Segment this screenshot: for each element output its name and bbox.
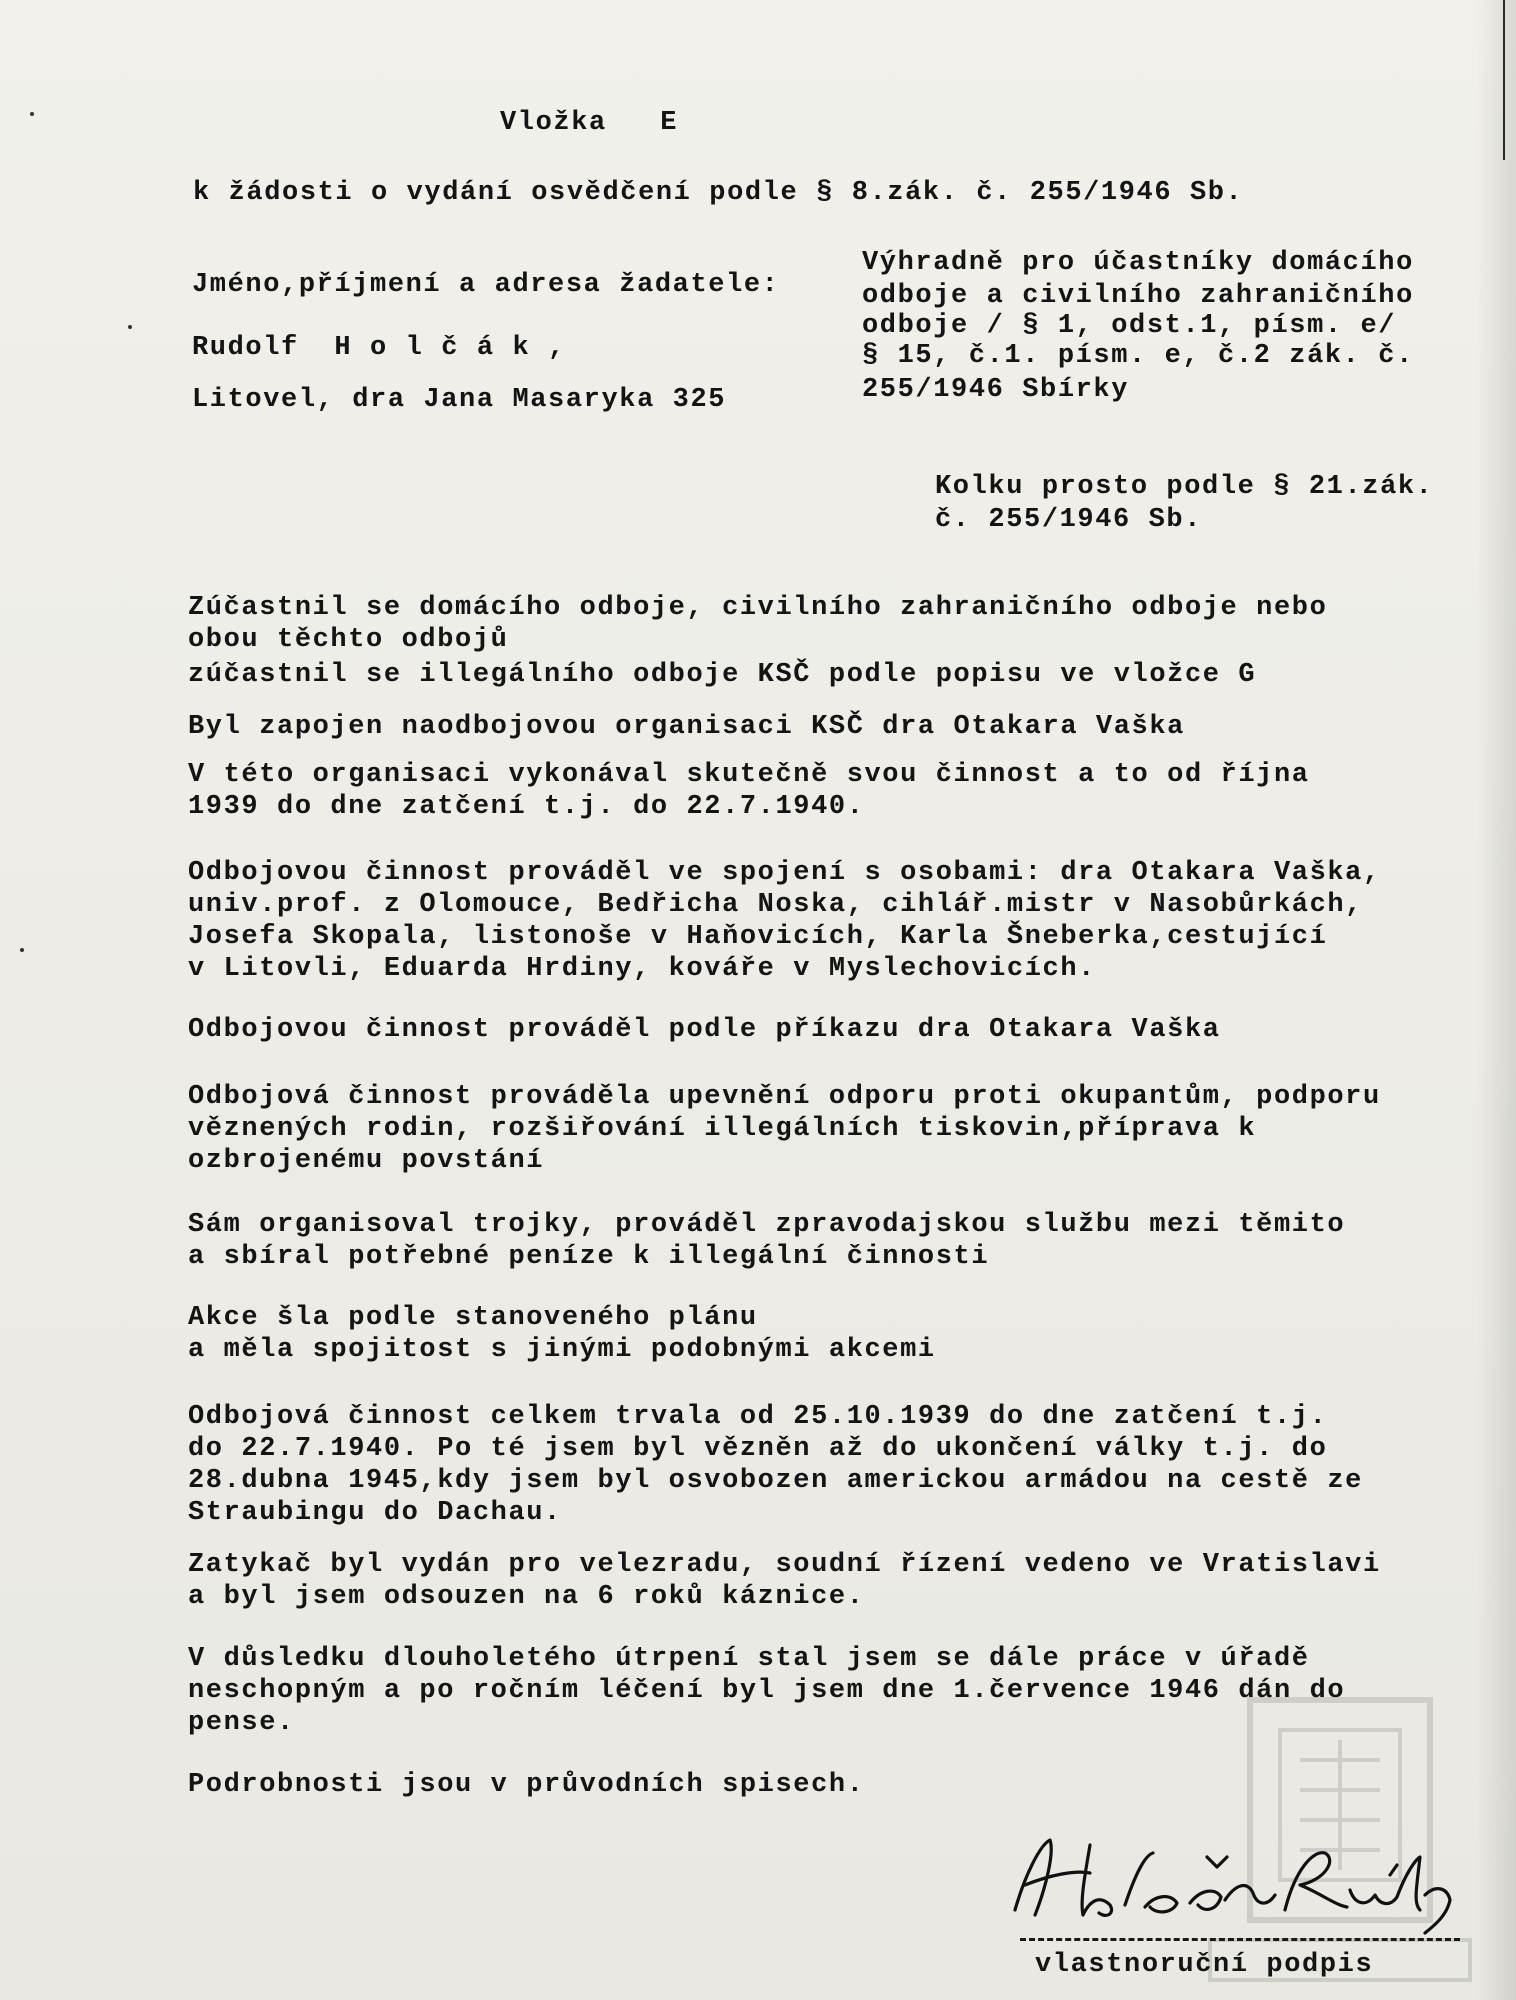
body-line: 1939 do dne zatčení t.j. do 22.7.1940. — [188, 792, 865, 822]
body-line: a sbíral potřebné peníze k illegální činnosti — [188, 1242, 990, 1272]
body-line: Odbojovou činnost prováděl ve spojení s osobami: dra Otakara Vaška, — [188, 858, 1381, 888]
stamp-exemption-line: Kolku prosto podle § 21.zák. — [935, 472, 1434, 502]
eligibility-note-line: Výhradně pro účastníky domácího — [862, 248, 1414, 278]
body-line: do 22.7.1940. Po té jsem byl vězněn až do ukončení války t.j. do — [188, 1434, 1328, 1464]
body-line: Akce šla podle stanoveného plánu — [188, 1303, 758, 1333]
body-line: věznených rodin, rozšiřování illegálních tiskovin,příprava k — [188, 1114, 1257, 1144]
eligibility-note-line: § 15, č.1. písm. e, č.2 zák. č. — [862, 341, 1414, 371]
title-letter: E — [660, 108, 679, 138]
body-line: Zúčastnil se domácího odboje, civilního zahraničního odboje nebo — [188, 593, 1328, 623]
body-line: V této organisaci vykonával skutečně svou činnost a to od října — [188, 760, 1310, 790]
body-line: pense. — [188, 1708, 295, 1738]
applicant-name: Rudolf H o l č á k , — [192, 333, 566, 363]
scan-speck — [30, 112, 34, 116]
applicant-heading: Jméno,příjmení a adresa žadatele: — [192, 270, 780, 300]
body-line: 28.dubna 1945,kdy jsem byl osvobozen americkou armádou na cestě ze — [188, 1466, 1363, 1496]
document-subtitle: k žádosti o vydání osvědčení podle § 8.zák. č. 255/1946 Sb. — [193, 178, 1244, 208]
body-line: Zatykač byl vydán pro velezradu, soudní řízení vedeno ve Vratislavi — [188, 1550, 1381, 1580]
scan-speck — [20, 948, 24, 952]
body-line: Odbojovou činnost prováděl podle příkazu dra Otakara Vaška — [188, 1015, 1221, 1045]
eligibility-note-line: 255/1946 Sbírky — [862, 375, 1130, 405]
handwritten-signature — [995, 1815, 1465, 1935]
signature-line — [1020, 1938, 1460, 1941]
scan-speck — [128, 325, 132, 329]
body-line: univ.prof. z Olomouce, Bedřicha Noska, cihlář.mistr v Nasobůrkách, — [188, 890, 1363, 920]
signature-caption: vlastnoruční podpis — [1035, 1950, 1374, 1980]
body-line: Straubingu do Dachau. — [188, 1498, 562, 1528]
stamp-exemption-line: č. 255/1946 Sb. — [935, 505, 1203, 535]
eligibility-note-line: odboje a civilního zahraničního — [862, 281, 1414, 311]
body-line: neschopným a po ročním léčení byl jsem dne 1.července 1946 dán do — [188, 1676, 1346, 1706]
body-line: Odbojová činnost prováděla upevnění odporu proti okupantům, podporu — [188, 1082, 1381, 1112]
body-line: v Litovli, Eduarda Hrdiny, kováře v Myslechovicích. — [188, 954, 1096, 984]
body-line: Podrobnosti jsou v průvodních spisech. — [188, 1770, 865, 1800]
title-label: Vložka — [500, 108, 607, 138]
applicant-address: Litovel, dra Jana Masaryka 325 — [192, 385, 727, 415]
body-line: Josefa Skopala, listonoše v Haňovicích, Karla Šneberka,cestující — [188, 922, 1328, 952]
eligibility-note-line: odboje / § 1, odst.1, písm. e/ — [862, 311, 1397, 341]
document-title — [500, 108, 678, 138]
body-line: obou těchto odbojů — [188, 625, 509, 655]
scan-edge-line — [1503, 0, 1505, 160]
body-line: zúčastnil se illegálního odboje KSČ podle popisu ve vložce G — [188, 660, 1257, 690]
body-line: Sám organisoval trojky, prováděl zpravodajskou službu mezi těmito — [188, 1210, 1346, 1240]
body-line: Odbojová činnost celkem trvala od 25.10.1939 do dne zatčení t.j. — [188, 1402, 1328, 1432]
body-line: ozbrojenému povstání — [188, 1146, 545, 1176]
body-line: V důsledku dlouholetého útrpení stal jsem se dále práce v úřadě — [188, 1644, 1310, 1674]
body-line: Byl zapojen naodbojovou organisaci KSČ dra Otakara Vaška — [188, 712, 1185, 742]
body-line: a byl jsem odsouzen na 6 roků káznice. — [188, 1582, 865, 1612]
body-line: a měla spojitost s jinými podobnými akcemi — [188, 1335, 936, 1365]
